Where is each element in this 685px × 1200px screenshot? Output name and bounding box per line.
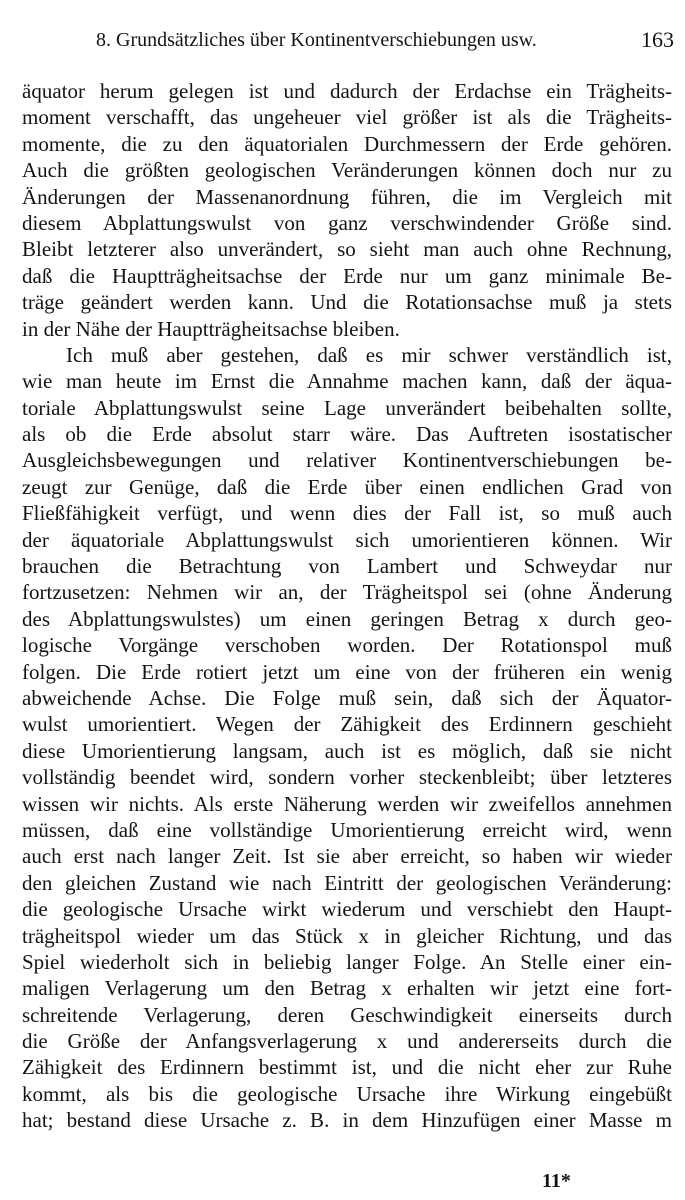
text-line: diesem Abplattungswulst von ganz verschwindender Größe sind.: [22, 210, 672, 235]
text-line: toriale Abplattungswulst seine Lage unverändert beibehalten sollte,: [22, 395, 672, 420]
text-line: abweichende Achse. Die Folge muß sein, daß sich der Äquator-: [22, 685, 672, 710]
text-line: maligen Verlagerung um den Betrag x erhalten wir jetzt eine fort-: [22, 976, 672, 1001]
chapter-title: 8. Grundsätzliches über Kontinentverschiebungen usw.: [96, 29, 537, 51]
text-line: die Größe der Anfangsverlagerung x und andererseits durch die: [22, 1029, 672, 1054]
text-line: schreitende Verlagerung, deren Geschwindigkeit einerseits durch: [22, 1002, 672, 1027]
text-line: kommt, als bis die geologische Ursache ihre Wirkung eingebüßt: [22, 1081, 672, 1106]
text-line: als ob die Erde absolut starr wäre. Das Auftreten isostatischer: [22, 422, 672, 447]
text-line: folgen. Die Erde rotiert jetzt um eine von der früheren ein wenig: [22, 659, 672, 684]
text-line: Spiel wiederholt sich in beliebig langer Folge. An Stelle einer ein-: [22, 949, 672, 974]
text-line: auch erst nach langer Zeit. Ist sie aber erreicht, so haben wir wieder: [22, 844, 672, 869]
text-line: moment verschafft, das ungeheuer viel größer ist als die Trägheits-: [22, 105, 672, 130]
text-line: die geologische Ursache wirkt wiederum und verschiebt den Haupt-: [22, 897, 672, 922]
text-line: äquator herum gelegen ist und dadurch der Erdachse ein Trägheits-: [22, 79, 672, 103]
text-line: Fließfähigkeit verfügt, und wenn dies der Fall ist, so muß auch: [22, 501, 672, 526]
text-line: Zähigkeit des Erdinnern bestimmt ist, und die nicht eher zur Ruhe: [22, 1055, 672, 1080]
text-line: müssen, daß eine vollständige Umorientierung erreicht wird, wenn: [22, 817, 672, 842]
running-head: [96, 25, 674, 55]
text-line: Bleibt letzterer also unverändert, so sieht man auch ohne Rechnung,: [22, 237, 672, 262]
text-line: wie man heute im Ernst die Annahme machen kann, daß der äqua-: [22, 369, 672, 394]
text-line: wulst umorientiert. Wegen der Zähigkeit des Erdinnern geschieht: [22, 712, 672, 737]
text-line: fortzusetzen: Nehmen wir an, der Trägheitspol sei (ohne Änderung: [22, 580, 672, 605]
body-text: [22, 78, 672, 1134]
text-line: wissen wir nichts. Als erste Näherung werden wir zweifellos annehmen: [22, 791, 672, 816]
text-line: momente, die zu den äquatorialen Durchmessern der Erde gehören.: [22, 131, 672, 156]
text-line: des Abplattungswulstes) um einen geringen Betrag x durch geo-: [22, 606, 672, 631]
text-line: Ausgleichsbewegungen und relativer Kontinentverschiebungen be-: [22, 448, 672, 473]
signature-mark: 11*: [542, 1170, 571, 1192]
text-line: hat; bestand diese Ursache z. B. in dem Hinzufügen einer Masse m: [22, 1108, 672, 1133]
text-line: vollständig beendet wird, sondern vorher steckenbleibt; über letzteres: [22, 765, 672, 790]
text-line: trägheitspol wieder um das Stück x in gleicher Richtung, und das: [22, 923, 672, 948]
text-line: Änderungen der Massenanordnung führen, die im Vergleich mit: [22, 184, 672, 209]
text-line: daß die Hauptträgheitsachse der Erde nur um ganz minimale Be-: [22, 263, 672, 288]
text-line: brauchen die Betrachtung von Lambert und Schweydar nur: [22, 554, 672, 579]
text-line: Ich muß aber gestehen, daß es mir schwer verständlich ist,: [66, 342, 672, 367]
text-line: den gleichen Zustand wie nach Eintritt der geologischen Veränderung:: [22, 870, 672, 895]
text-line: Auch die größten geologischen Veränderungen können doch nur zu: [22, 158, 672, 183]
page-number: 163: [641, 27, 674, 52]
text-line: zeugt zur Genüge, daß die Erde über einen endlichen Grad von: [22, 474, 672, 499]
text-line: diese Umorientierung langsam, auch ist es möglich, daß sie nicht: [22, 738, 672, 763]
text-line: träge geändert werden kann. Und die Rotationsachse muß ja stets: [22, 290, 672, 315]
text-line: der äquatoriale Abplattungswulst sich umorientieren können. Wir: [22, 527, 672, 552]
text-line: logische Vorgänge verschoben worden. Der Rotationspol muß: [22, 633, 672, 658]
text-line: in der Nähe der Hauptträgheitsachse bleiben.: [22, 316, 400, 341]
